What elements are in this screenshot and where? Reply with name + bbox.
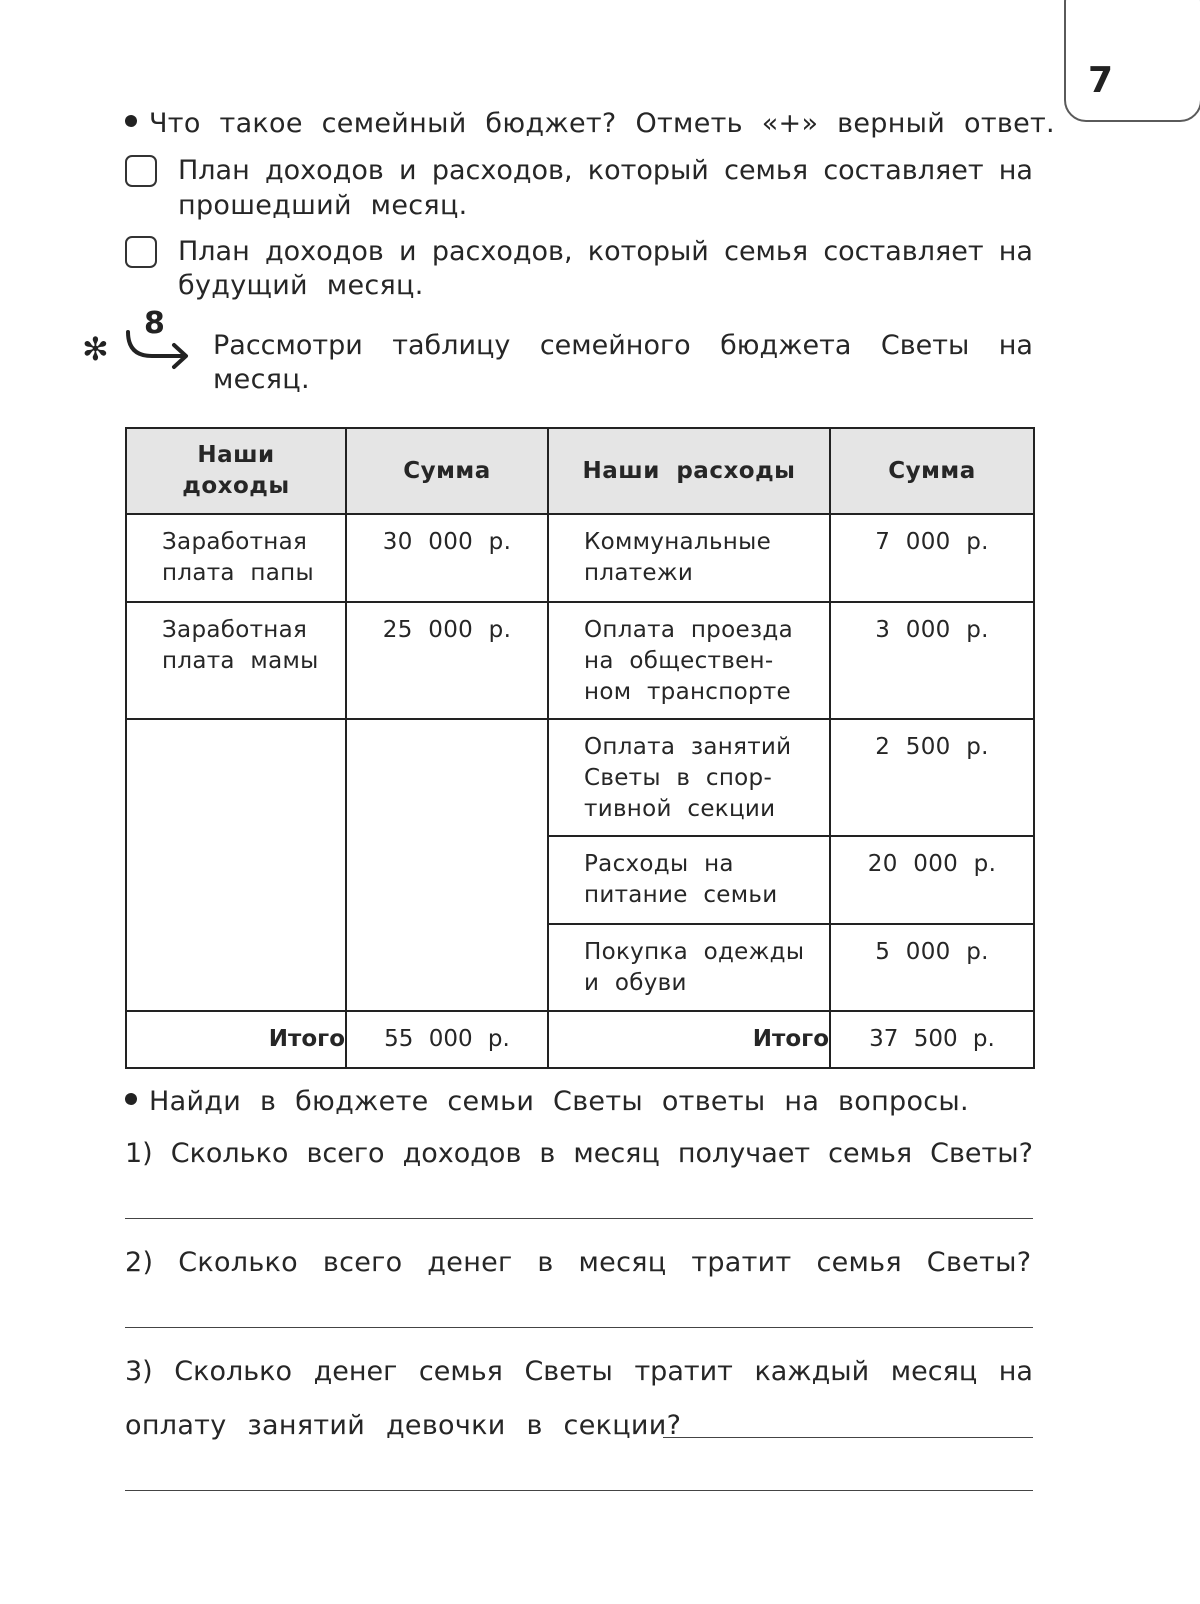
- arrow-icon: [122, 320, 198, 370]
- answer-line-3b[interactable]: [125, 1490, 1033, 1491]
- table-total-row: [126, 1011, 1034, 1068]
- header-expenses: Наши расходы: [548, 428, 830, 514]
- expense-amount: 5 000 р.: [830, 924, 1034, 1011]
- table-header-row: [126, 428, 1034, 514]
- expenses-total-amount: 37 500 р.: [830, 1011, 1034, 1068]
- budget-table: [125, 427, 1035, 1069]
- star-icon: ✻: [82, 330, 109, 368]
- empty-income-cell: [126, 719, 346, 1011]
- question-line: [125, 108, 1055, 139]
- task-number: 8: [144, 306, 165, 341]
- income-label: Заработная плата мамы: [126, 602, 346, 719]
- page-tab: [1064, 0, 1200, 122]
- questions-intro: Найди в бюджете семьи Светы ответы на вопросы.: [125, 1086, 969, 1117]
- question-text: Что такое семейный бюджет? Отметь «+» верный ответ.: [149, 108, 1055, 139]
- expense-label: Расходы на питание семьи: [548, 836, 830, 923]
- table-row: [126, 514, 1034, 601]
- page-number: 7: [1088, 60, 1114, 101]
- question-2: 2) Сколько всего денег в месяц тратит семья Светы?: [125, 1247, 1032, 1278]
- expense-amount: 3 000 р.: [830, 602, 1034, 719]
- header-income-sum: Сумма: [346, 428, 548, 514]
- header-expenses-sum: Сумма: [830, 428, 1034, 514]
- option-2-line-2: будущий месяц.: [178, 270, 424, 301]
- option-2-checkbox[interactable]: [125, 236, 157, 268]
- header-income: Наши доходы: [126, 428, 346, 514]
- expense-label: Оплата проезда на обществен- ном транспорте: [548, 602, 830, 719]
- expense-label: Покупка одежды и обуви: [548, 924, 830, 1011]
- question-1: 1) Сколько всего доходов в месяц получает семья Светы?: [125, 1138, 1033, 1169]
- empty-income-amount-cell: [346, 719, 548, 1011]
- expense-amount: 20 000 р.: [830, 836, 1034, 923]
- question-3-line-2: оплату занятий девочки в секции?: [125, 1410, 682, 1441]
- option-2-line-1: План доходов и расходов, который семья составляет на: [178, 236, 1033, 267]
- option-1-checkbox[interactable]: [125, 155, 157, 187]
- expense-label: Коммунальные платежи: [548, 514, 830, 601]
- income-total-amount: 55 000 р.: [346, 1011, 548, 1068]
- table-row: [126, 602, 1034, 719]
- expense-label: Оплата занятий Светы в спор- тивной секции: [548, 719, 830, 836]
- bullet-icon: [125, 115, 137, 127]
- option-1-line-2: прошедший месяц.: [178, 190, 468, 221]
- income-total-label: Итого: [126, 1011, 346, 1068]
- expense-amount: 2 500 р.: [830, 719, 1034, 836]
- task-line-2: месяц.: [213, 364, 310, 395]
- question-3-line-1: 3) Сколько денег семья Светы тратит каждый месяц на: [125, 1356, 1033, 1387]
- answer-line-2[interactable]: [125, 1327, 1033, 1328]
- income-label: Заработная плата папы: [126, 514, 346, 601]
- answer-line-1[interactable]: [125, 1218, 1033, 1219]
- table-row: [126, 719, 1034, 836]
- expenses-total-label: Итого: [548, 1011, 830, 1068]
- answer-line-3a[interactable]: [663, 1437, 1033, 1438]
- expense-amount: 7 000 р.: [830, 514, 1034, 601]
- option-1-line-1: План доходов и расходов, который семья составляет на: [178, 155, 1033, 186]
- income-amount: 30 000 р.: [346, 514, 548, 601]
- income-amount: 25 000 р.: [346, 602, 548, 719]
- bullet-icon: [125, 1093, 137, 1105]
- task-line-1: Рассмотри таблицу семейного бюджета Светы на: [213, 330, 1033, 361]
